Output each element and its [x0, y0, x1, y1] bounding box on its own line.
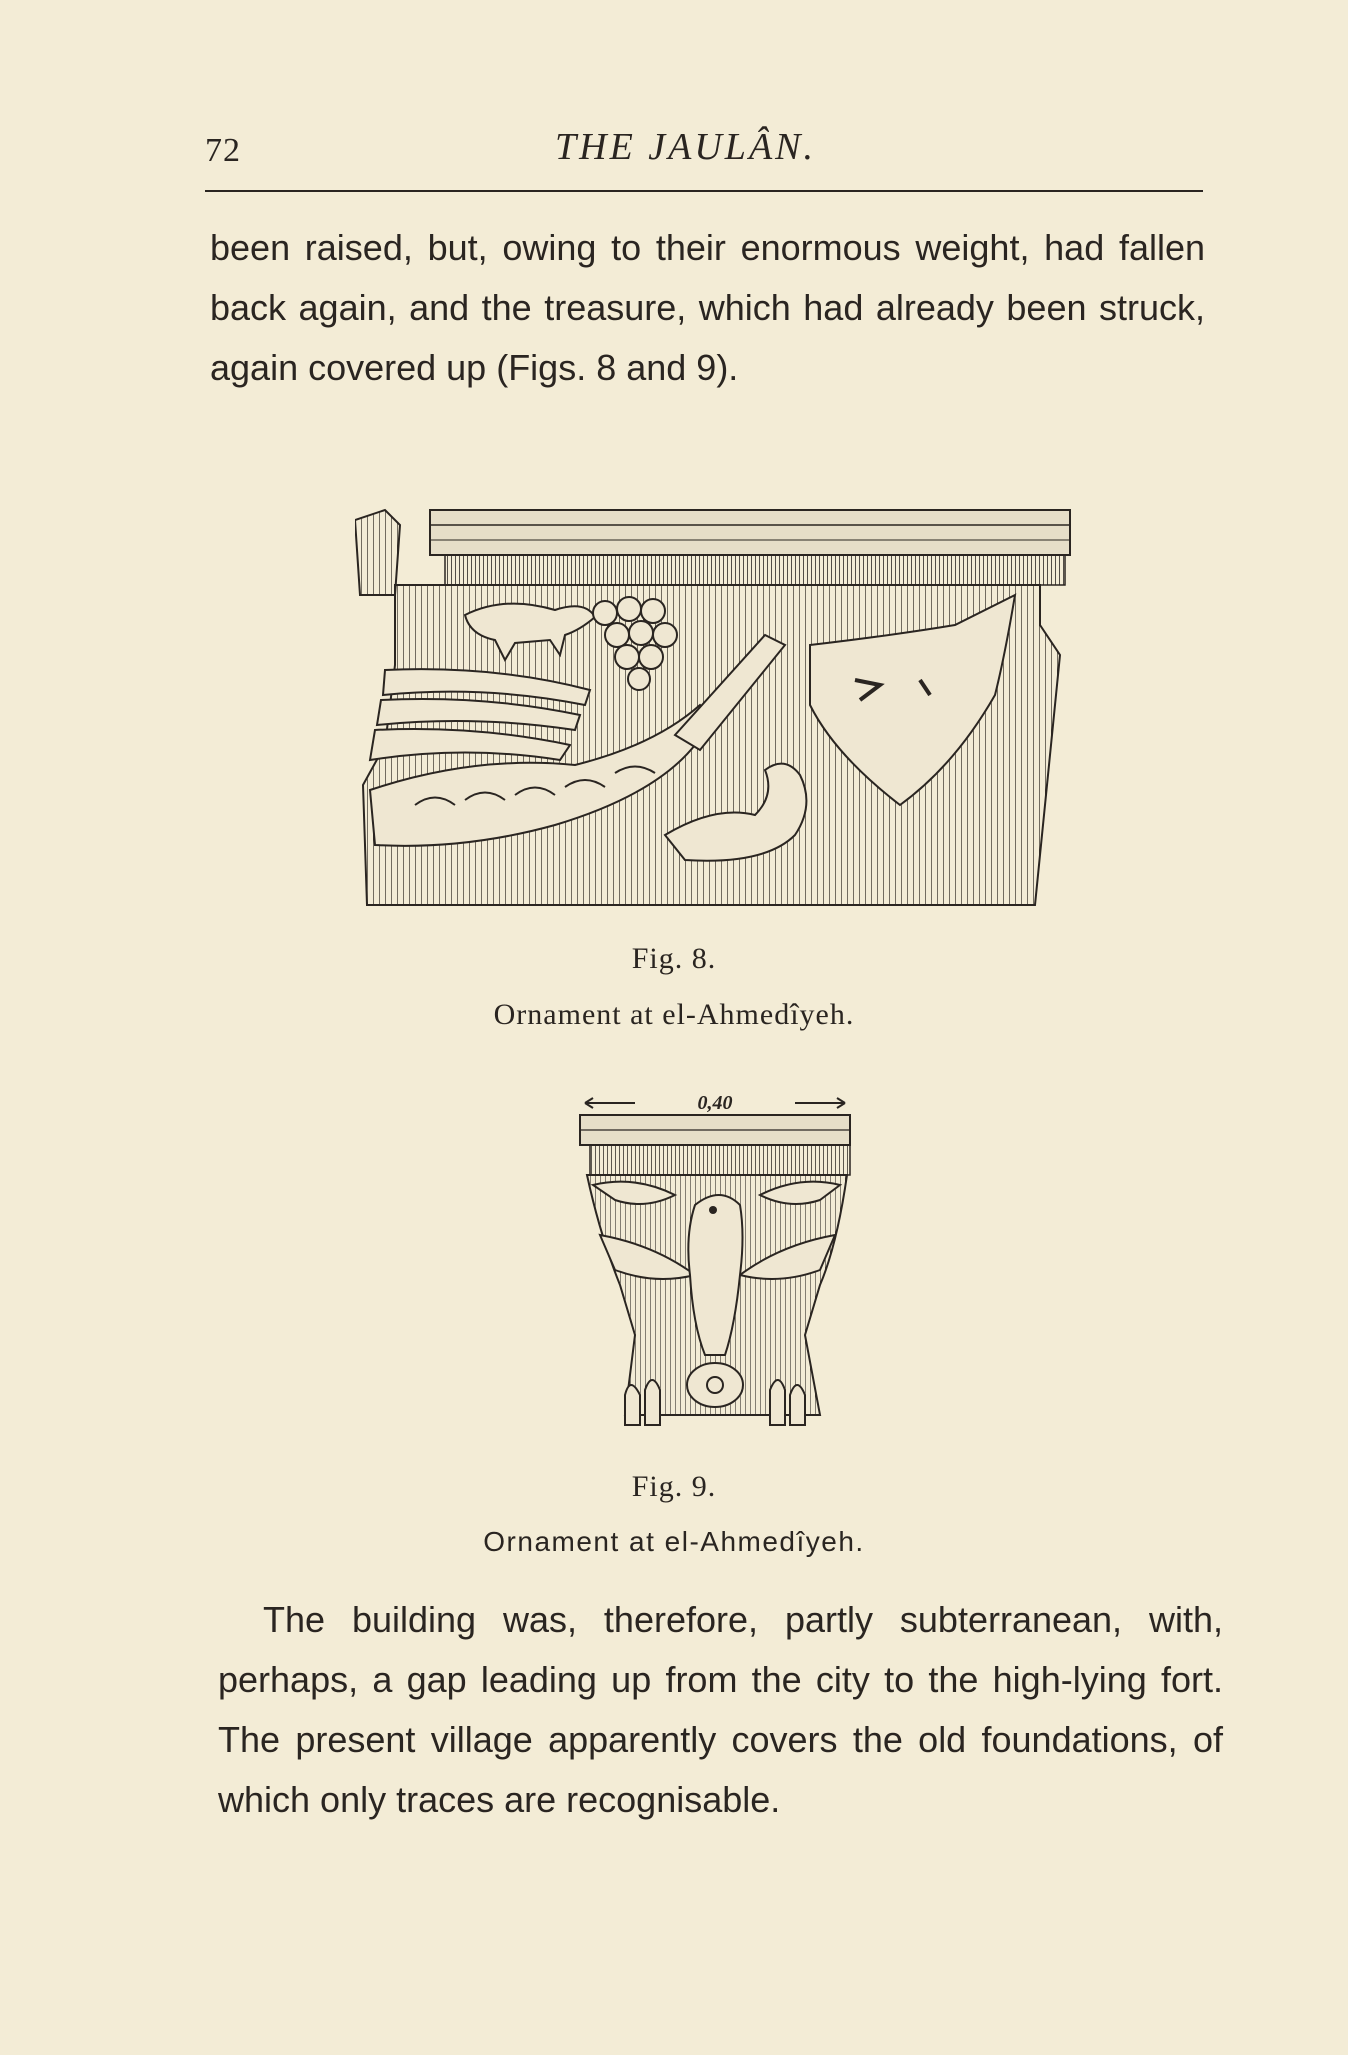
figure-8-ornament-engraving [355, 505, 1075, 910]
figure-9-caption: Ornament at el-Ahmedîyeh. [483, 1526, 865, 1557]
figure-9-ornament-engraving [575, 1085, 855, 1435]
paragraph-top: been raised, but, owing to their enormous weight, had fallen back again, and the treasure, which had already been struck, again covered up (Figs. 8 and 9). [210, 227, 1205, 388]
figure-8-number: Fig. 8. [631, 942, 717, 975]
figure-8-caption: Ornament at el-Ahmedîyeh. [493, 998, 855, 1031]
running-title: THE JAULÂN. [555, 126, 816, 168]
figure-9-scale-label: 0,40 [697, 1092, 733, 1114]
page-number: 72 [205, 132, 241, 169]
paragraph-bottom: The building was, therefore, partly subterranean, with, perhaps, a gap leading up from the city to the high-lying fort. The present village apparently covers the old foundations, of which only traces are recognisable. [218, 1599, 1223, 1820]
figure-9-number: Fig. 9. [631, 1470, 717, 1503]
header-rule [205, 190, 1203, 192]
